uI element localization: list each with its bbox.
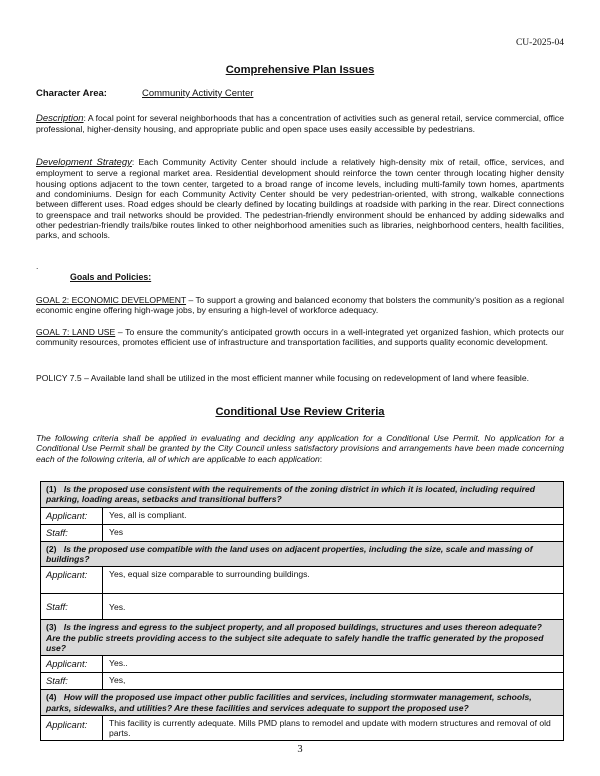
criterion-1-applicant-answer: Yes, all is compliant.	[109, 509, 187, 520]
goal-2-text: – To support a growing and balanced economy that bolsters the community's position as a regional economic engine offering high-wage jobs, by ensuring a high-level of workforce adequacy.	[36, 295, 564, 316]
criterion-2-question-row	[41, 542, 563, 568]
character-area	[36, 88, 253, 99]
criteria-intro	[36, 433, 564, 464]
description-text: : A focal point for several neighborhoods that has a concentration of activities such as general retail, service commercial, office professional, higher-density housing, and appropriate public and open space uses easily accessible by pedestrians.	[36, 113, 564, 135]
criterion-3-staff-label: Staff:	[41, 673, 103, 689]
criteria-table	[40, 481, 564, 741]
criterion-1-applicant-row	[41, 508, 563, 525]
criterion-4-applicant-answer: This facility is currently adequate. Mills PMD plans to remodel and update with modern structures and removal of old parts.	[109, 717, 551, 739]
criterion-2-staff-answer: Yes.	[109, 601, 126, 612]
description-paragraph	[36, 113, 564, 135]
document-id: CU-2025-04	[515, 38, 564, 48]
criterion-2-applicant-label: Applicant:	[41, 567, 103, 593]
criterion-3-applicant-answer: Yes..	[109, 658, 128, 669]
criterion-3-applicant-row	[41, 656, 563, 673]
criterion-3-staff-answer: Yes,	[109, 675, 126, 686]
development-strategy-term: Development Strategy	[36, 157, 132, 168]
stray-dot: .	[36, 261, 39, 271]
criterion-1-question-row	[41, 482, 563, 508]
criterion-3-number: (3)	[46, 622, 57, 633]
criteria-intro-text: The following criteria shall be applied in evaluating and deciding any application for a Conditional Use Permit. No application for a Conditional Use Permit shall be granted by the City Council unless satisfactory provisions and arrangements have been made concerning each of the following criteria, all of which are applicable to each application	[36, 433, 564, 464]
criterion-1-staff-row	[41, 525, 563, 542]
criterion-1-applicant-label: Applicant:	[41, 508, 103, 524]
criterion-4-applicant-label: Applicant:	[41, 716, 103, 741]
goal-7-label: GOAL 7: LAND USE	[36, 327, 116, 337]
criterion-2-applicant-row	[41, 567, 563, 594]
section-title-conditional-use: Conditional Use Review Criteria	[215, 406, 385, 418]
criterion-2-staff-label: Staff:	[41, 594, 103, 619]
criterion-3-staff-row	[41, 673, 563, 690]
development-strategy-paragraph	[36, 157, 564, 241]
criterion-3-question-text: Is the ingress and egress to the subject property, and all proposed buildings, structures and uses thereon adequate? Are the public streets providing access to the subject site adequate to safely handle the traffic generated by the proposed use?	[46, 622, 544, 653]
goal-2-paragraph	[36, 295, 564, 316]
criterion-3-question	[41, 620, 563, 655]
development-strategy-text: : Each Community Activity Center should include a relatively high-density mix of retail, office, services, and employment to serve a regional market area. Residential development should reinforce the town center through locating higher density housing options adjacent to the town center, targeted to a broad range of income levels, including multi-family town homes, apartments and condominiums. Design for each Community Activity Center should be very pedestrian-oriented, with strong, walkable connections between different uses. Road edges should be clearly defined by locating buildings at roadside with parking in the rear. Direct connections to greenspace and trail networks should be provided. The pedestrian-friendly environment should be enhanced by adding sidewalks and other pedestrian-friendly trails/bike routes linked to other neighborhood amenities such as libraries, neighborhood centers, health facilities, parks, and schools.	[36, 157, 564, 241]
criteria-intro-colon: :	[319, 453, 323, 464]
criterion-2-staff-row	[41, 594, 563, 620]
goal-7-paragraph	[36, 327, 564, 348]
criterion-2-number: (2)	[46, 543, 57, 554]
goals-heading: Goals and Policies:	[70, 272, 152, 282]
criterion-2-applicant-answer: Yes, equal size comparable to surrounding buildings.	[109, 569, 310, 580]
criterion-3-applicant-label: Applicant:	[41, 656, 103, 672]
character-area-value: Community Activity Center	[142, 88, 254, 99]
criterion-4-number: (4)	[46, 692, 57, 703]
character-area-label: Character Area:	[36, 88, 107, 99]
criterion-2-question	[41, 542, 563, 567]
criterion-1-staff-answer: Yes	[109, 526, 124, 537]
criterion-4-applicant-row	[41, 716, 563, 741]
criterion-1-question	[41, 482, 563, 507]
section-title-comprehensive-plan: Comprehensive Plan Issues	[225, 64, 375, 76]
criterion-4-question	[41, 690, 563, 715]
criterion-3-question-row	[41, 620, 563, 656]
criterion-4-question-row	[41, 690, 563, 716]
criterion-1-number: (1)	[46, 484, 57, 494]
criterion-1-staff-label: Staff:	[41, 525, 103, 541]
goal-7-text: – To ensure the community's anticipated growth occurs in a well-integrated yet organized fashion, which protects our community resources, promotes efficient use of infrastructure and transportation facilities, and supports quality economic development.	[36, 327, 564, 348]
criterion-1-question-text: Is the proposed use consistent with the requirements of the zoning district in which it is located, including required parking, loading areas, setbacks and transitional buffers?	[46, 484, 535, 505]
page-number: 3	[297, 744, 303, 755]
criterion-4-question-text: How will the proposed use impact other public facilities and services, including stormwater management, schools, parks, sidewalks, and utilities? Are these facilities and services adequate to support the proposed use?	[46, 692, 532, 713]
goal-2-label: GOAL 2: ECONOMIC DEVELOPMENT	[36, 295, 187, 305]
criterion-2-question-text: Is the proposed use compatible with the land uses on adjacent properties, including the size, scale and massing of buildings?	[46, 543, 533, 564]
policy-7-5-paragraph: POLICY 7.5 – Available land shall be utilized in the most efficient manner while focusing on redevelopment of land where feasible.	[36, 373, 530, 383]
description-term: Description	[36, 113, 84, 124]
